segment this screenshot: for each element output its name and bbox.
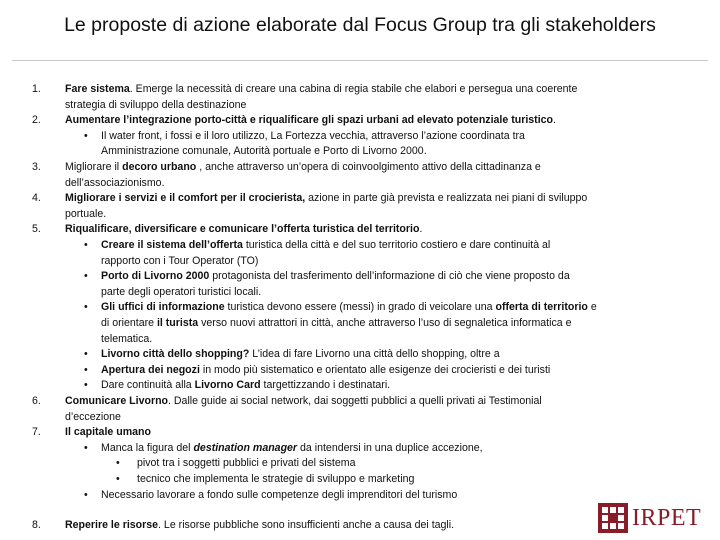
item-text: Manca la figura del: [101, 441, 194, 454]
item-heading: offerta di territorio: [495, 301, 588, 314]
item-text: di orientare: [101, 317, 157, 329]
item-text: d’eccezione: [65, 410, 121, 423]
item-text: strategia di sviluppo della destinazione: [65, 98, 247, 111]
item-heading: Migliorare i servizi e il comfort per il crocierista,: [65, 192, 306, 205]
bullet: •: [84, 129, 88, 142]
item-heading: Apertura dei negozi: [101, 363, 200, 376]
item-heading: Reperire le risorse: [65, 519, 159, 531]
bullet: •: [84, 239, 88, 251]
item-heading: decoro urbano: [122, 161, 197, 173]
item-text: L’idea di fare Livorno una città dello shopping, oltre a: [249, 348, 500, 361]
item-text: verso nuovi attrattori in città, anche attraverso l’uso di segnaletica informatica e: [198, 317, 572, 329]
item-number: 7.: [32, 426, 41, 439]
item-heading: Riqualificare, diversificare e comunicare l’offerta turistica del territorio: [65, 223, 420, 236]
item-text: tecnico che implementa le strategie di sviluppo e marketing: [137, 473, 415, 485]
bullet: •: [84, 348, 88, 361]
irpet-logo: [598, 500, 701, 536]
item-text: protagonista del trasferimento dell’informazione di ciò che viene proposto da: [209, 270, 570, 283]
item-number: 2.: [32, 114, 41, 127]
item-text: . Emerge la necessità di creare una cabina di regia stabile che elabori e persegua una coerente: [129, 83, 578, 95]
item-text: targettizzando i destinatari.: [260, 379, 391, 392]
item-number: 3.: [32, 161, 41, 173]
item-text: Necessario lavorare a fondo sulle competenze degli imprenditori del turismo: [101, 488, 458, 501]
item-text: e: [587, 301, 597, 314]
item-text: .: [419, 223, 423, 236]
bullet: •: [84, 301, 88, 314]
item-heading: Livorno città dello shopping?: [101, 348, 250, 361]
item-number: 1.: [32, 83, 41, 95]
item-text: . Le risorse pubbliche sono insufficienti anche a causa dei tagli.: [158, 519, 455, 531]
item-text: . Dalle guide ai social network, dai soggetti pubblici a quelli privati ai Testimonial: [168, 395, 542, 407]
item-heading: Gli uffici di informazione: [101, 301, 225, 314]
bullet: •: [84, 270, 88, 283]
bullet: •: [84, 363, 88, 376]
item-number: 8.: [32, 519, 41, 531]
item-text: pivot tra i soggetti pubblici e privati del sistema: [137, 457, 356, 470]
item-heading: Il capitale umano: [65, 426, 151, 439]
item-text: Dare continuità alla: [101, 379, 195, 392]
item-text: telematica.: [101, 332, 153, 345]
item-text: .: [553, 114, 556, 127]
item-text: turistica della città e del suo territorio costiero e dare continuità al: [242, 239, 551, 251]
item-text: portuale.: [65, 207, 107, 220]
sub-bullet: •: [116, 473, 120, 485]
item-number: 4.: [32, 192, 41, 205]
item-text: Amministrazione comunale, Autorità portuale e Porto di Livorno 2000.: [101, 145, 427, 158]
item-text: turistica devono essere (messi) in grado di veicolare una: [224, 301, 496, 314]
item-number: 6.: [32, 395, 41, 407]
item-text: in modo più sistematico e orientato alle esigenze dei crocieristi e dei turisti: [199, 363, 551, 376]
item-emphasis: destination manager: [193, 441, 298, 454]
item-text: rapporto con i Tour Operator (TO): [101, 254, 259, 267]
item-text: da intendersi in una duplice accezione,: [297, 441, 483, 454]
slide-title: Le proposte di azione elaborate dal Focus Group tra gli stakeholders: [64, 14, 656, 36]
bullet: •: [84, 488, 88, 501]
logo-text: IRPET: [632, 504, 702, 531]
item-heading: Aumentare l’integrazione porto-città e riqualificare gli spazi urbani ad elevato potenziale turistico: [65, 114, 554, 127]
item-text: dell’associazionismo.: [65, 176, 165, 189]
item-heading: Porto di Livorno 2000: [101, 270, 210, 283]
item-text: Il water front, i fossi e il loro utilizzo, La Fortezza vecchia, attraverso l’azione coordinata tra: [101, 129, 525, 142]
item-number: 5.: [32, 223, 41, 236]
item-text: , anche attraverso un’opera di coinvoolgimento attivo della cittadinanza e: [196, 161, 541, 173]
item-heading: Creare il sistema dell’offerta: [101, 239, 243, 251]
item-text: parte degli operatori turistici locali.: [101, 285, 262, 298]
item-heading: Livorno Card: [194, 379, 261, 392]
item-text: azione in parte già prevista e realizzata nei piani di sviluppo: [305, 192, 588, 205]
item-text: Migliorare il: [65, 161, 123, 173]
title-divider: [12, 60, 708, 61]
sub-bullet: •: [116, 457, 120, 470]
item-heading: Comunicare Livorno: [65, 395, 169, 407]
bullet: •: [84, 379, 88, 392]
bullet: •: [84, 441, 88, 454]
logo-mark-icon: [598, 503, 628, 533]
item-heading: il turista: [156, 317, 199, 329]
item-heading: Fare sistema: [65, 83, 130, 95]
